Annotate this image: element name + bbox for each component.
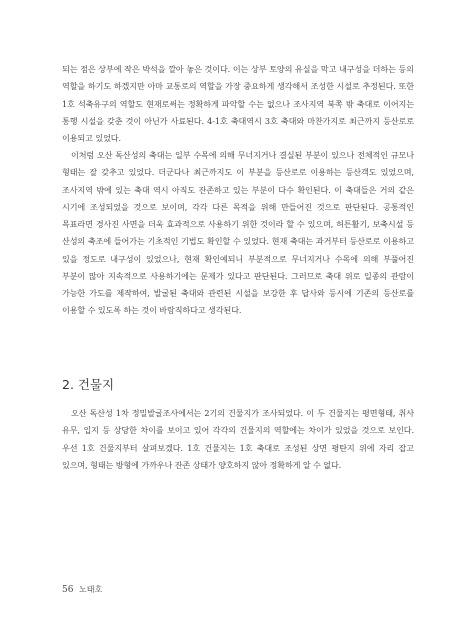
page-number: 56 bbox=[62, 585, 74, 595]
page-footer bbox=[62, 585, 102, 595]
section-paragraph: 오산 독산성 1차 정밀발굴조사에서는 2기의 건물지가 조사되었다. 이 두 건물지는 평면형태, 취사 유무, 입지 등 상당한 차이를 보이고 있어 각각의 건물지의 역할에는 차이가 있었을 것으로 보인다. 우선 1호 건물지부터 살펴보겠다. 1호 건물지는 1호 축대로 조성된 상면 평탄지 위에 자리 잡고 있으며, 형태는 방형에 가까우나 잔존 상태가 양호하지 않아 정확하게 알 수 없다. bbox=[62, 408, 414, 470]
body-paragraph-2: 이처럼 오산 독산성의 축대는 일부 수목에 의해 무너지거나 결실된 부분이 있으나 전체적인 규모나 형태는 잘 갖추고 있었다. 더군다나 최근까지도 이 부분을 등산로로 이용하는 등산객도 있었으며, 조사지역 밖에 있는 축대 역시 아직도 잔존하고 있는 부분이 다수 확인된다. 이 축대들은 거의 같은 시기에 조성되었을 것으로 보이며, 각각 다른 목적을 위해 만들어진 것으로 판단된다. 공통적인 목표라면 경사진 사면을 더욱 효과적으로 사용하기 위한 것이라 할 수 있으며, 허튼활기, 보축시설 등 산성의 축조에 들어가는 기초적인 기법도 확인할 수 있었다. 현재 축대는 과거부터 등산로로 이용하고 있을 정도로 내구성이 있었으나, 현재 확인예되니 부분적으로 무너지거나 수목에 의해 부풀어진 부분이 많아 지속적으로 사용하기에는 문제가 있다고 판단된다. 그러므로 축대 위로 일종의 관람이 가능한 가도를 제작하여, 발굴된 축대와 관련된 시설을 보강한 후 답사와 등시에 기존의 등산로를 이용할 수 있도록 하는 것이 바람직하다고 생각된다. bbox=[62, 150, 414, 316]
section-heading: 2. 건물지 bbox=[62, 377, 115, 392]
body-paragraph-1: 되는 점은 상부에 작은 박석을 깔아 놓은 것이다. 이는 상부 토양의 유실을 막고 내구성을 더하는 등의 역할을 하기도 하겠지만 아마 교통로의 역할을 가장 중요하게 생각해서 조성한 시설로 추정된다. 또한 1호 석축유구의 역할도 현재로써는 정확하게 파악할 수는 없으나 조사지역 북쪽 밖 축대로 이어지는 통행 시설을 갖춘 것이 아닌가 사료된다. 4-1호 축대역시 3호 축대와 마찬가지로 최근까지 등산로로 이용되고 있었다. bbox=[62, 64, 414, 143]
running-footer-title: 노태호 bbox=[79, 585, 103, 594]
